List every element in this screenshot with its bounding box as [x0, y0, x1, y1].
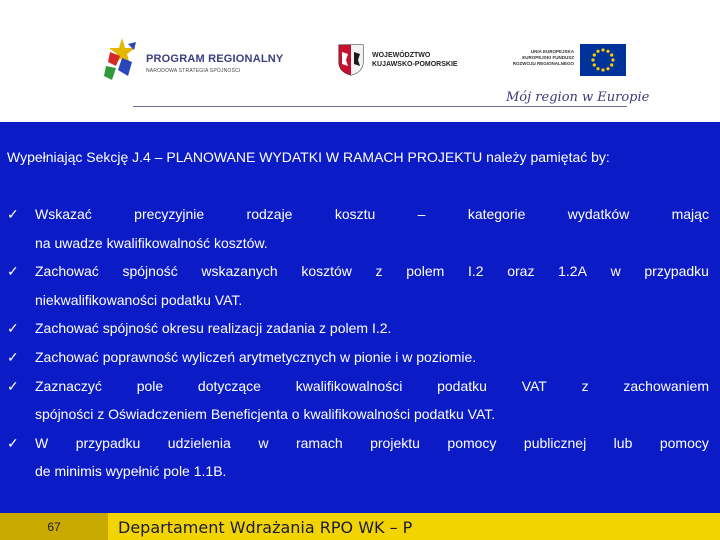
program-star-icon: [104, 36, 140, 82]
wojewodztwo-name: WOJEWÓDZTWO KUJAWSKO-POMORSKIE: [372, 52, 458, 68]
bullet-1-line-1: Wskazać precyzyjnie rodzaje kosztu – kategorie wydatków mając: [35, 206, 709, 222]
bullet-5-line-2: spójności z Oświadczeniem Beneficjenta o kwalifikowalności podatku VAT.: [35, 406, 496, 422]
check-icon: ✓: [7, 206, 19, 222]
bullet-6-line-2: de minimis wypełnić pole 1.1B.: [35, 463, 227, 479]
eu-caption: UNIA EUROPEJSKA EUROPEJSKI FUNDUSZ ROZWOJU REGIONALNEGO: [512, 49, 574, 66]
footer-department: Departament Wdrażania RPO WK – P: [118, 518, 413, 537]
slogan: Mój region w Europie: [506, 90, 650, 105]
bullet-2-line-1: Zachować spójność wskazanych kosztów z polem I.2 oraz 1.2A w przypadku: [35, 263, 709, 279]
check-icon: ✓: [7, 263, 19, 279]
bullet-3-line-1: Zachować spójność okresu realizacji zadania z polem I.2.: [35, 320, 392, 336]
wojewodztwo-logo: [338, 44, 478, 78]
check-icon: ✓: [7, 435, 19, 451]
check-icon: ✓: [7, 378, 19, 394]
program-subtitle: NARODOWA STRATEGIA SPÓJNOŚCI: [146, 68, 241, 74]
header-logo-bar: [0, 0, 720, 122]
program-regionalny-logo: [104, 36, 294, 82]
page-number-box: [0, 513, 108, 540]
bullet-4-line-1: Zachować poprawność wyliczeń arytmetycznych w pionie i w poziomie.: [35, 349, 477, 365]
bullet-2-line-2: niekwalifikowaności podatku VAT.: [35, 292, 243, 308]
check-icon: ✓: [7, 349, 19, 365]
eu-flag-icon: [580, 44, 626, 76]
page-number: 67: [47, 519, 61, 534]
bullet-5-line-1: Zaznaczyć pole dotyczące kwalifikowalności podatku VAT z zachowaniem: [35, 378, 709, 394]
bullet-6-line-1: W przypadku udzielenia w ramach projektu pomocy publicznej lub pomocy: [35, 435, 709, 451]
check-icon: ✓: [7, 320, 19, 336]
program-title: PROGRAM REGIONALNY: [146, 53, 284, 65]
crest-icon: [338, 44, 364, 76]
header-divider: [133, 106, 627, 107]
intro-text: Wypełniając Sekcję J.4 – PLANOWANE WYDATKI W RAMACH PROJEKTU należy pamiętać by:: [7, 149, 610, 165]
bullet-1-line-2: na uwadze kwalifikowalność kosztów.: [35, 235, 268, 251]
eu-logo: [500, 44, 630, 76]
